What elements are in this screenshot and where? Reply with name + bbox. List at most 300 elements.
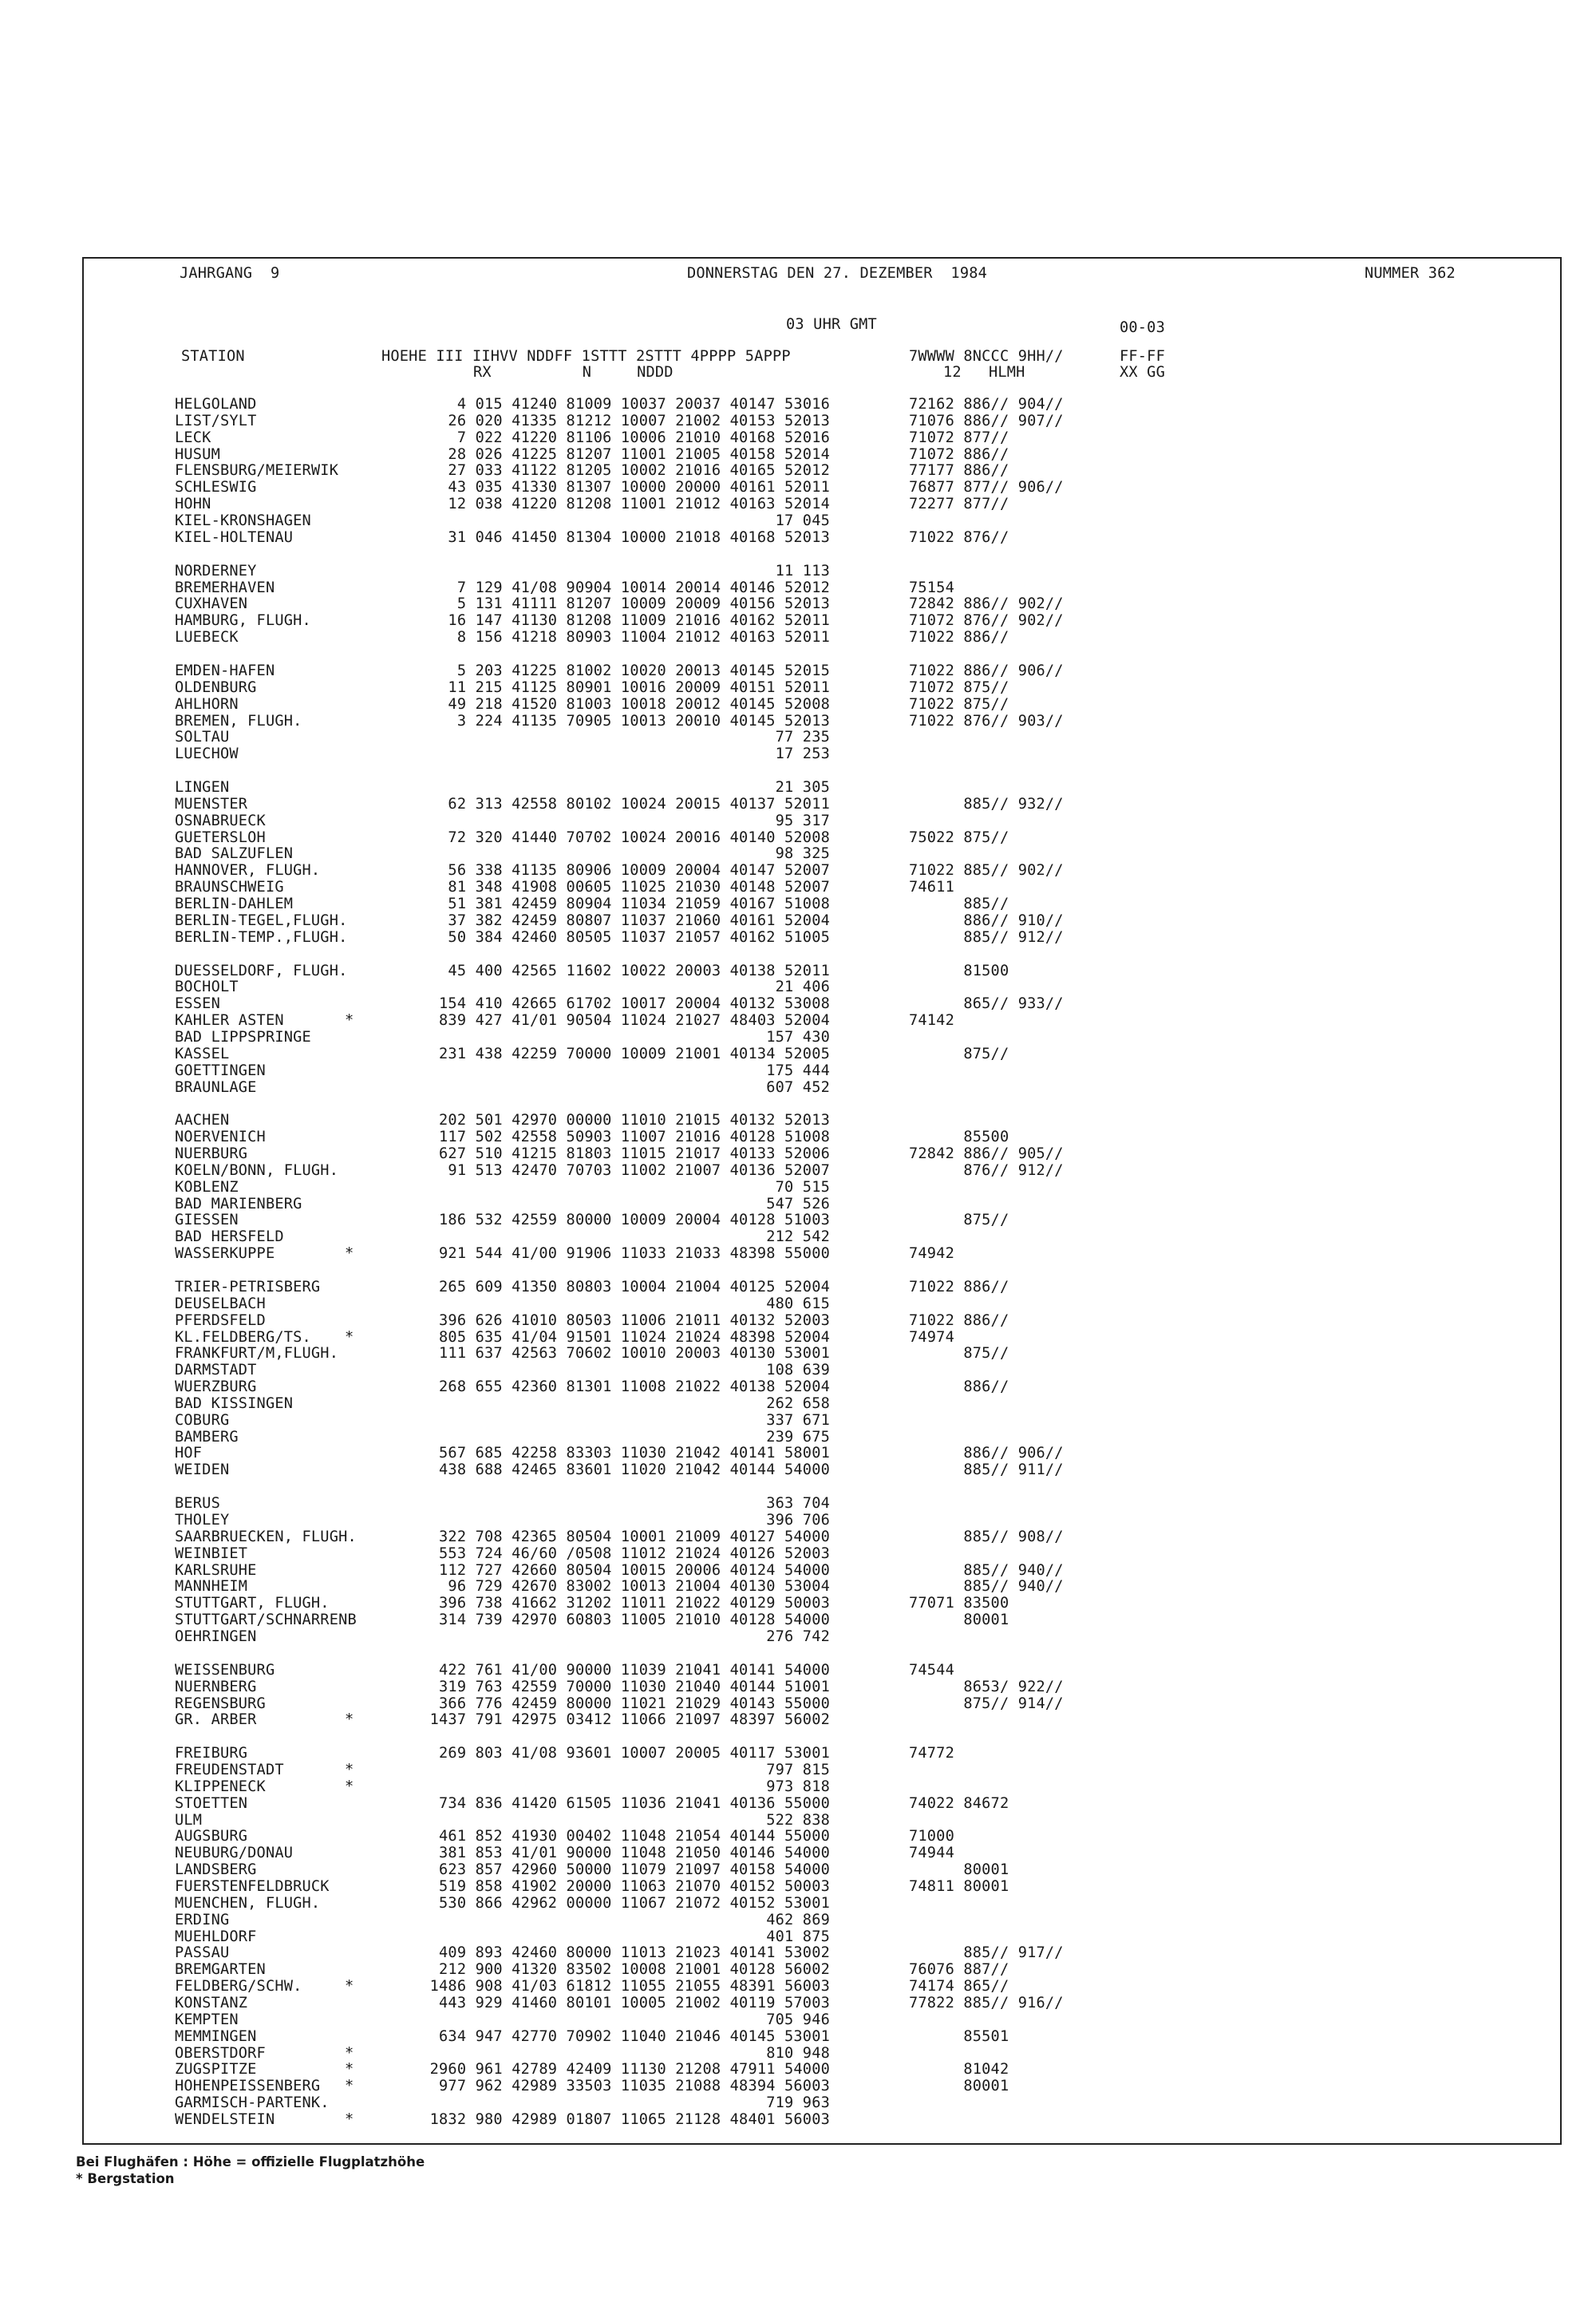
observation-codes: 77 235 bbox=[775, 729, 830, 746]
station-name: GOETTINGEN bbox=[175, 1062, 266, 1079]
extra-codes: 76877 877// 906// bbox=[909, 479, 1064, 496]
table-row bbox=[84, 1944, 1520, 1961]
extra-codes: 71072 876// 902// bbox=[909, 612, 1064, 630]
table-row bbox=[84, 1012, 1520, 1029]
station-name: MUENSTER bbox=[175, 795, 248, 813]
extra-codes: 71022 886// bbox=[909, 1311, 1009, 1329]
mountain-station-marker: * bbox=[345, 1978, 354, 1996]
observation-codes: 623 857 42960 50000 11079 21097 40158 54000 bbox=[439, 1861, 830, 1879]
extra-codes: 71072 877// bbox=[909, 429, 1009, 446]
station-name: BREMERHAVEN bbox=[175, 579, 275, 596]
table-row bbox=[84, 1395, 1520, 1412]
table-row bbox=[84, 1912, 1520, 1928]
observation-codes: 319 763 42559 70000 11030 21040 40144 51001 bbox=[439, 1678, 830, 1695]
observation-codes: 1486 908 41/03 61812 11055 21055 48391 56003 bbox=[429, 1978, 830, 1996]
station-name: ZUGSPITZE bbox=[175, 2061, 257, 2079]
extra-codes: 75022 875// bbox=[909, 829, 1009, 846]
station-name: KOELN/BONN, FLUGH. bbox=[175, 1161, 339, 1179]
station-name: BAD HERSFELD bbox=[175, 1228, 284, 1246]
observation-codes: 268 655 42360 81301 11008 21022 40138 52004 bbox=[439, 1378, 830, 1395]
observation-codes: 797 815 bbox=[766, 1762, 830, 1778]
table-row bbox=[84, 1612, 1520, 1628]
station-name: CUXHAVEN bbox=[175, 595, 248, 613]
observation-codes: 921 544 41/00 91906 11033 21033 48398 55000 bbox=[439, 1245, 830, 1263]
extra-codes: 885// 912// bbox=[909, 928, 1064, 946]
station-name: REGENSBURG bbox=[175, 1695, 266, 1712]
observation-codes: 157 430 bbox=[766, 1028, 830, 1046]
observation-codes: 72 320 41440 70702 10024 20016 40140 52008 bbox=[448, 829, 830, 846]
extra-codes: 74772 bbox=[909, 1745, 954, 1762]
station-name: STOETTEN bbox=[175, 1794, 248, 1812]
observation-codes: 45 400 42565 11602 10022 20003 40138 52011 bbox=[448, 962, 830, 979]
table-row bbox=[84, 929, 1520, 946]
table-row bbox=[84, 1711, 1520, 1728]
station-name: THOLEY bbox=[175, 1512, 230, 1529]
station-name: HANNOVER, FLUGH. bbox=[175, 862, 321, 880]
column-header-extra-sub: 12 HLMH bbox=[943, 364, 1025, 381]
station-name: KIEL-HOLTENAU bbox=[175, 528, 294, 546]
observation-codes: 401 875 bbox=[766, 1928, 830, 1945]
table-row bbox=[84, 896, 1520, 912]
station-name: COBURG bbox=[175, 1411, 230, 1429]
station-name: DUESSELDORF, FLUGH. bbox=[175, 962, 348, 979]
extra-codes: 886// 906// bbox=[909, 1445, 1064, 1462]
station-name: GARMISCH-PARTENK. bbox=[175, 2094, 330, 2111]
table-row bbox=[84, 579, 1520, 596]
station-name: EMDEN-HAFEN bbox=[175, 662, 275, 679]
table-row bbox=[84, 1245, 1520, 1262]
table-row bbox=[84, 1995, 1520, 2011]
station-name: AHLHORN bbox=[175, 695, 239, 713]
mountain-station-marker: * bbox=[345, 1245, 354, 1263]
extra-codes: 71022 886// 906// bbox=[909, 662, 1064, 679]
extra-codes: 71022 876// bbox=[909, 528, 1009, 546]
station-name: BERLIN-TEGEL,FLUGH. bbox=[175, 912, 348, 929]
column-header-station: STATION bbox=[181, 348, 245, 365]
station-name: WEIDEN bbox=[175, 1462, 230, 1479]
table-row bbox=[84, 413, 1520, 429]
station-name: LUEBECK bbox=[175, 629, 239, 647]
extra-codes: 885// 932// bbox=[909, 795, 1064, 813]
observation-codes: 396 706 bbox=[766, 1512, 830, 1529]
observation-codes: 262 658 bbox=[766, 1394, 830, 1412]
extra-codes: 71022 885// 902// bbox=[909, 862, 1064, 880]
station-name: HUSUM bbox=[175, 445, 220, 463]
observation-codes: 269 803 41/08 93601 10007 20005 40117 53001 bbox=[439, 1745, 830, 1762]
observation-codes: 2960 961 42789 42409 11130 21208 47911 54000 bbox=[429, 2061, 830, 2079]
table-row bbox=[84, 1212, 1520, 1228]
observation-codes: 705 946 bbox=[766, 2011, 830, 2028]
observation-codes: 627 510 41215 81803 11015 21017 40133 52006 bbox=[439, 1145, 830, 1162]
table-row bbox=[84, 1545, 1520, 1562]
station-name: FRANKFURT/M,FLUGH. bbox=[175, 1345, 339, 1363]
extra-codes: 85500 bbox=[909, 1129, 1009, 1146]
table-row bbox=[84, 1895, 1520, 1912]
table-row bbox=[84, 995, 1520, 1012]
station-name: BRAUNLAGE bbox=[175, 1078, 257, 1096]
observation-codes: 396 626 41010 80503 11006 21011 40132 52003 bbox=[439, 1311, 830, 1329]
table-row bbox=[84, 2111, 1520, 2128]
station-name: HOHENPEISSENBERG bbox=[175, 2078, 321, 2095]
date-heading: DONNERSTAG DEN 27. DEZEMBER 1984 bbox=[687, 265, 988, 282]
extra-codes: 74811 80001 bbox=[909, 1878, 1009, 1895]
extra-codes: 71022 875// bbox=[909, 695, 1009, 713]
observation-codes: 50 384 42460 80505 11037 21057 40162 51005 bbox=[448, 928, 830, 946]
station-name: BOCHOLT bbox=[175, 979, 239, 996]
extra-codes: 72842 886// 902// bbox=[909, 595, 1064, 613]
table-row bbox=[84, 1828, 1520, 1845]
observation-codes: 108 639 bbox=[766, 1362, 830, 1379]
station-name: GR. ARBER bbox=[175, 1711, 257, 1729]
station-name: ERDING bbox=[175, 1911, 230, 1928]
table-row bbox=[84, 1812, 1520, 1829]
footnote bbox=[76, 2154, 425, 2187]
extra-codes: 80001 bbox=[909, 1861, 1009, 1879]
extra-codes: 8653/ 922// bbox=[909, 1678, 1064, 1695]
station-name: LIST/SYLT bbox=[175, 412, 257, 429]
extra-codes: 875// bbox=[909, 1045, 1009, 1062]
station-name: MUEHLDORF bbox=[175, 1928, 257, 1945]
table-row bbox=[84, 1295, 1520, 1312]
observation-codes: 422 761 41/00 90000 11039 21041 40141 54000 bbox=[439, 1661, 830, 1679]
extra-codes: 77071 83500 bbox=[909, 1595, 1009, 1612]
observation-codes: 81 348 41908 00605 11025 21030 40148 52007 bbox=[448, 879, 830, 896]
observation-codes: 337 671 bbox=[766, 1411, 830, 1429]
station-name: BREMGARTEN bbox=[175, 1961, 266, 1979]
table-row bbox=[84, 2011, 1520, 2028]
mountain-station-marker: * bbox=[345, 1762, 354, 1778]
table-row bbox=[84, 1595, 1520, 1612]
observation-codes: 51 381 42459 80904 11034 21059 40167 51008 bbox=[448, 896, 830, 912]
extra-codes: 74944 bbox=[909, 1845, 954, 1862]
station-name: BERLIN-TEMP.,FLUGH. bbox=[175, 928, 348, 946]
station-name: KLIPPENECK bbox=[175, 1778, 266, 1795]
table-row bbox=[84, 429, 1520, 446]
station-name: STUTTGART, FLUGH. bbox=[175, 1595, 330, 1612]
table-row bbox=[84, 1079, 1520, 1096]
table-row bbox=[84, 1378, 1520, 1395]
observation-codes: 175 444 bbox=[766, 1062, 830, 1079]
station-name: KAHLER ASTEN bbox=[175, 1012, 284, 1030]
extra-codes: 886// 910// bbox=[909, 912, 1064, 929]
table-row bbox=[84, 979, 1520, 995]
table-row bbox=[84, 696, 1520, 713]
station-name: BREMEN, FLUGH. bbox=[175, 712, 302, 730]
station-name: SCHLESWIG bbox=[175, 479, 257, 496]
table-row bbox=[84, 462, 1520, 479]
extra-codes: 885// bbox=[909, 896, 1009, 912]
table-row bbox=[84, 1279, 1520, 1295]
station-name: DARMSTADT bbox=[175, 1362, 257, 1379]
extra-codes: 81500 bbox=[909, 962, 1009, 979]
table-row bbox=[84, 2094, 1520, 2111]
jahrgang-label: JAHRGANG 9 bbox=[180, 265, 280, 282]
observation-codes: 186 532 42559 80000 10009 20004 40128 51003 bbox=[439, 1212, 830, 1229]
table-row bbox=[84, 796, 1520, 813]
table-row bbox=[84, 595, 1520, 612]
observation-codes: 21 406 bbox=[775, 979, 830, 996]
extra-codes: 71076 886// 907// bbox=[909, 412, 1064, 429]
table-row bbox=[84, 845, 1520, 862]
station-name: SAARBRUECKEN, FLUGH. bbox=[175, 1528, 357, 1545]
table-row bbox=[84, 1462, 1520, 1478]
station-name: OBERSTDORF bbox=[175, 2044, 266, 2062]
observation-codes: 805 635 41/04 91501 11024 21024 48398 52004 bbox=[439, 1328, 830, 1346]
table-row bbox=[84, 1312, 1520, 1329]
column-header-codes: HOEHE III IIHVV NDDFF 1STTT 2STTT 4PPPP 5APPP bbox=[381, 348, 791, 365]
table-row bbox=[84, 1628, 1520, 1645]
table-row bbox=[84, 1062, 1520, 1079]
table-row bbox=[84, 496, 1520, 512]
table-row bbox=[84, 2045, 1520, 2062]
mountain-station-marker: * bbox=[345, 2061, 354, 2079]
observation-codes: 522 838 bbox=[766, 1811, 830, 1829]
table-row bbox=[84, 1861, 1520, 1878]
station-name: BAMBERG bbox=[175, 1428, 239, 1446]
table-row bbox=[84, 1495, 1520, 1512]
observation-codes: 1832 980 42989 01807 11065 21128 48401 56003 bbox=[429, 2110, 830, 2128]
table-row bbox=[84, 1795, 1520, 1812]
table-row bbox=[84, 879, 1520, 896]
observation-codes: 49 218 41520 81003 10018 20012 40145 52008 bbox=[448, 695, 830, 713]
table-row bbox=[84, 779, 1520, 796]
observation-codes: 98 325 bbox=[775, 845, 830, 863]
observation-codes: 634 947 42770 70902 11040 21046 40145 53001 bbox=[439, 2027, 830, 2045]
observation-codes: 12 038 41220 81208 11001 21012 40163 52014 bbox=[448, 496, 830, 513]
extra-codes: 77177 886// bbox=[909, 462, 1009, 480]
table-row bbox=[84, 1228, 1520, 1245]
observation-codes: 7 022 41220 81106 10006 21010 40168 52016 bbox=[456, 429, 830, 446]
observation-codes: 314 739 42970 60803 11005 21010 40128 54000 bbox=[439, 1612, 830, 1629]
table-row bbox=[84, 829, 1520, 846]
table-row bbox=[84, 1529, 1520, 1545]
mountain-station-marker: * bbox=[345, 2044, 354, 2062]
extra-codes: 80001 bbox=[909, 1612, 1009, 1629]
station-name: KARLSRUHE bbox=[175, 1561, 257, 1579]
table-row bbox=[84, 1329, 1520, 1346]
table-row bbox=[84, 1928, 1520, 1945]
table-row bbox=[84, 912, 1520, 929]
column-header-codes-sub: RX N NDDD bbox=[473, 364, 674, 381]
station-name: BAD LIPPSPRINGE bbox=[175, 1028, 311, 1046]
table-row bbox=[84, 1179, 1520, 1196]
station-name: HOF bbox=[175, 1445, 203, 1462]
table-row bbox=[84, 713, 1520, 730]
observation-codes: 11 215 41125 80901 10016 20009 40151 52011 bbox=[448, 678, 830, 696]
extra-codes: 71000 bbox=[909, 1828, 954, 1845]
observation-codes: 27 033 41122 81205 10002 21016 40165 52012 bbox=[448, 462, 830, 480]
station-name: MANNHEIM bbox=[175, 1578, 248, 1596]
table-row bbox=[84, 1412, 1520, 1429]
station-name: AUGSBURG bbox=[175, 1828, 248, 1845]
table-row bbox=[84, 512, 1520, 529]
station-name: HELGOLAND bbox=[175, 396, 257, 413]
observation-codes: 547 526 bbox=[766, 1195, 830, 1212]
extra-codes: 85501 bbox=[909, 2027, 1009, 2045]
table-row bbox=[84, 529, 1520, 546]
extra-codes: 885// 908// bbox=[909, 1528, 1064, 1545]
table-row bbox=[84, 2028, 1520, 2045]
station-name: FREIBURG bbox=[175, 1745, 248, 1762]
observation-codes: 31 046 41450 81304 10000 21018 40168 52013 bbox=[448, 528, 830, 546]
station-name: NORDERNEY bbox=[175, 562, 257, 579]
table-row bbox=[84, 1445, 1520, 1462]
observation-codes: 16 147 41130 81208 11009 21016 40162 52011 bbox=[448, 612, 830, 630]
table-row bbox=[84, 1662, 1520, 1679]
observation-codes: 363 704 bbox=[766, 1495, 830, 1513]
observation-codes: 239 675 bbox=[766, 1428, 830, 1446]
table-row bbox=[84, 746, 1520, 762]
observation-codes: 95 317 bbox=[775, 812, 830, 829]
extra-codes: 81042 bbox=[909, 2061, 1009, 2079]
station-name: SOLTAU bbox=[175, 729, 230, 746]
observation-codes: 567 685 42258 83303 11030 21042 40141 58001 bbox=[439, 1445, 830, 1462]
station-name: WEISSENBURG bbox=[175, 1661, 275, 1679]
observation-time: 03 UHR GMT bbox=[786, 316, 877, 333]
station-name: BERLIN-DAHLEM bbox=[175, 896, 294, 912]
station-name: NOERVENICH bbox=[175, 1129, 266, 1146]
observation-codes: 11 113 bbox=[775, 562, 830, 579]
station-name: FUERSTENFELDBRUCK bbox=[175, 1878, 330, 1895]
station-name: MUENCHEN, FLUGH. bbox=[175, 1894, 321, 1912]
table-row bbox=[84, 963, 1520, 979]
observation-codes: 202 501 42970 00000 11010 21015 40132 52013 bbox=[439, 1112, 830, 1129]
observation-codes: 111 637 42563 70602 10010 20003 40130 53001 bbox=[439, 1345, 830, 1363]
station-name: LECK bbox=[175, 429, 211, 446]
observation-codes: 443 929 41460 80101 10005 21002 40119 57003 bbox=[439, 1994, 830, 2011]
observation-codes: 366 776 42459 80000 11021 21029 40143 55000 bbox=[439, 1695, 830, 1712]
table-row bbox=[84, 1046, 1520, 1062]
observation-codes: 1437 791 42975 03412 11066 21097 48397 56002 bbox=[429, 1711, 830, 1729]
observation-codes: 8 156 41218 80903 11004 21012 40163 52011 bbox=[456, 629, 830, 647]
observation-codes: 973 818 bbox=[766, 1778, 830, 1795]
station-name: KEMPTEN bbox=[175, 2011, 239, 2028]
extra-codes: 76076 887// bbox=[909, 1961, 1009, 1979]
time-period: 00-03 bbox=[1120, 319, 1165, 336]
station-name: OLDENBURG bbox=[175, 678, 257, 696]
extra-codes: 71022 886// bbox=[909, 629, 1009, 647]
extra-codes: 74974 bbox=[909, 1328, 954, 1346]
station-name: WUERZBURG bbox=[175, 1378, 257, 1395]
observation-codes: 480 615 bbox=[766, 1295, 830, 1312]
station-name: GUETERSLOH bbox=[175, 829, 266, 846]
table-row bbox=[84, 1562, 1520, 1579]
extra-codes: 77822 885// 916// bbox=[909, 1994, 1064, 2011]
table-row bbox=[84, 813, 1520, 829]
station-name: WASSERKUPPE bbox=[175, 1245, 275, 1263]
table-row bbox=[84, 1878, 1520, 1895]
table-row bbox=[84, 1162, 1520, 1179]
station-name: OEHRINGEN bbox=[175, 1628, 257, 1645]
table-row bbox=[84, 1029, 1520, 1046]
observation-codes: 265 609 41350 80803 10004 21004 40125 52004 bbox=[439, 1278, 830, 1295]
observation-codes: 607 452 bbox=[766, 1078, 830, 1096]
table-row bbox=[84, 1961, 1520, 1978]
observation-codes: 43 035 41330 81307 10000 20000 40161 52011 bbox=[448, 479, 830, 496]
extra-codes: 72162 886// 904// bbox=[909, 396, 1064, 413]
station-name: STUTTGART/SCHNARRENB bbox=[175, 1612, 357, 1629]
table-row bbox=[84, 563, 1520, 579]
observation-codes: 96 729 42670 83002 10013 21004 40130 53004 bbox=[448, 1578, 830, 1596]
mountain-station-marker: * bbox=[345, 2078, 354, 2095]
extra-codes: 71022 876// 903// bbox=[909, 712, 1064, 730]
station-name: FREUDENSTADT bbox=[175, 1762, 284, 1778]
table-row bbox=[84, 2078, 1520, 2094]
station-name: NEUBURG/DONAU bbox=[175, 1845, 294, 1862]
extra-codes: 74544 bbox=[909, 1661, 954, 1679]
station-name: BERUS bbox=[175, 1495, 220, 1513]
observation-codes: 26 020 41335 81212 10007 21002 40153 52013 bbox=[448, 412, 830, 429]
observation-codes: 212 542 bbox=[766, 1228, 830, 1246]
station-name: WEINBIET bbox=[175, 1545, 248, 1562]
table-row bbox=[84, 1429, 1520, 1446]
table-row bbox=[84, 1845, 1520, 1861]
observation-codes: 37 382 42459 80807 11037 21060 40161 52004 bbox=[448, 912, 830, 929]
observation-codes: 5 203 41225 81002 10020 20013 40145 52015 bbox=[456, 662, 830, 679]
station-name: NUERNBERG bbox=[175, 1678, 257, 1695]
station-name: BRAUNSCHWEIG bbox=[175, 879, 284, 896]
observation-codes: 839 427 41/01 90504 11024 21027 48403 52004 bbox=[439, 1012, 830, 1030]
table-row bbox=[84, 1129, 1520, 1145]
observation-codes: 553 724 46/60 /0508 11012 21024 40126 52003 bbox=[439, 1545, 830, 1562]
table-row bbox=[84, 1778, 1520, 1795]
mountain-station-marker: * bbox=[345, 1012, 354, 1030]
station-name: WENDELSTEIN bbox=[175, 2110, 275, 2128]
table-row bbox=[84, 729, 1520, 746]
extra-codes: 865// 933// bbox=[909, 995, 1064, 1013]
observation-codes: 276 742 bbox=[766, 1628, 830, 1645]
observation-codes: 62 313 42558 80102 10024 20015 40137 52011 bbox=[448, 795, 830, 813]
station-name: TRIER-PETRISBERG bbox=[175, 1278, 321, 1295]
observation-codes: 4 015 41240 81009 10037 20037 40147 53016 bbox=[456, 396, 830, 413]
mountain-station-marker: * bbox=[345, 1778, 354, 1795]
station-name: BAD KISSINGEN bbox=[175, 1394, 294, 1412]
station-name: PFERDSFELD bbox=[175, 1311, 266, 1329]
issue-number: NUMMER 362 bbox=[1365, 265, 1456, 282]
table-row bbox=[84, 663, 1520, 679]
table-row bbox=[84, 1978, 1520, 1995]
table-row bbox=[84, 612, 1520, 629]
observation-codes: 396 738 41662 31202 11011 21022 40129 50003 bbox=[439, 1595, 830, 1612]
observation-codes: 154 410 42665 61702 10017 20004 40132 53008 bbox=[439, 995, 830, 1013]
extra-codes: 72277 877// bbox=[909, 496, 1009, 513]
station-name: ULM bbox=[175, 1811, 203, 1829]
extra-codes: 875// bbox=[909, 1345, 1009, 1363]
extra-codes: 875// bbox=[909, 1212, 1009, 1229]
observation-codes: 17 045 bbox=[775, 512, 830, 529]
extra-codes: 876// 912// bbox=[909, 1161, 1064, 1179]
footnote-airport-height: Bei Flughäfen : Höhe = offizielle Flugplatzhöhe bbox=[76, 2154, 425, 2170]
footnote-mountain-station: * Bergstation bbox=[76, 2171, 175, 2186]
extra-codes: 885// 940// bbox=[909, 1578, 1064, 1596]
observation-codes: 21 305 bbox=[775, 779, 830, 796]
station-name: FELDBERG/SCHW. bbox=[175, 1978, 302, 1996]
extra-codes: 71022 886// bbox=[909, 1278, 1009, 1295]
column-header-extra: 7WWWW 8NCCC 9HH// bbox=[909, 348, 1064, 365]
station-name: KIEL-KRONSHAGEN bbox=[175, 512, 311, 529]
extra-codes: 71072 886// bbox=[909, 445, 1009, 463]
extra-codes: 74022 84672 bbox=[909, 1794, 1009, 1812]
extra-codes: 885// 940// bbox=[909, 1561, 1064, 1579]
table-row bbox=[84, 1578, 1520, 1595]
table-row bbox=[84, 1512, 1520, 1529]
table-row bbox=[84, 2061, 1520, 2078]
station-name: NUERBURG bbox=[175, 1145, 248, 1162]
table-row bbox=[84, 479, 1520, 496]
table-row bbox=[84, 1345, 1520, 1362]
table-row bbox=[84, 629, 1520, 646]
station-name: BAD MARIENBERG bbox=[175, 1195, 302, 1212]
